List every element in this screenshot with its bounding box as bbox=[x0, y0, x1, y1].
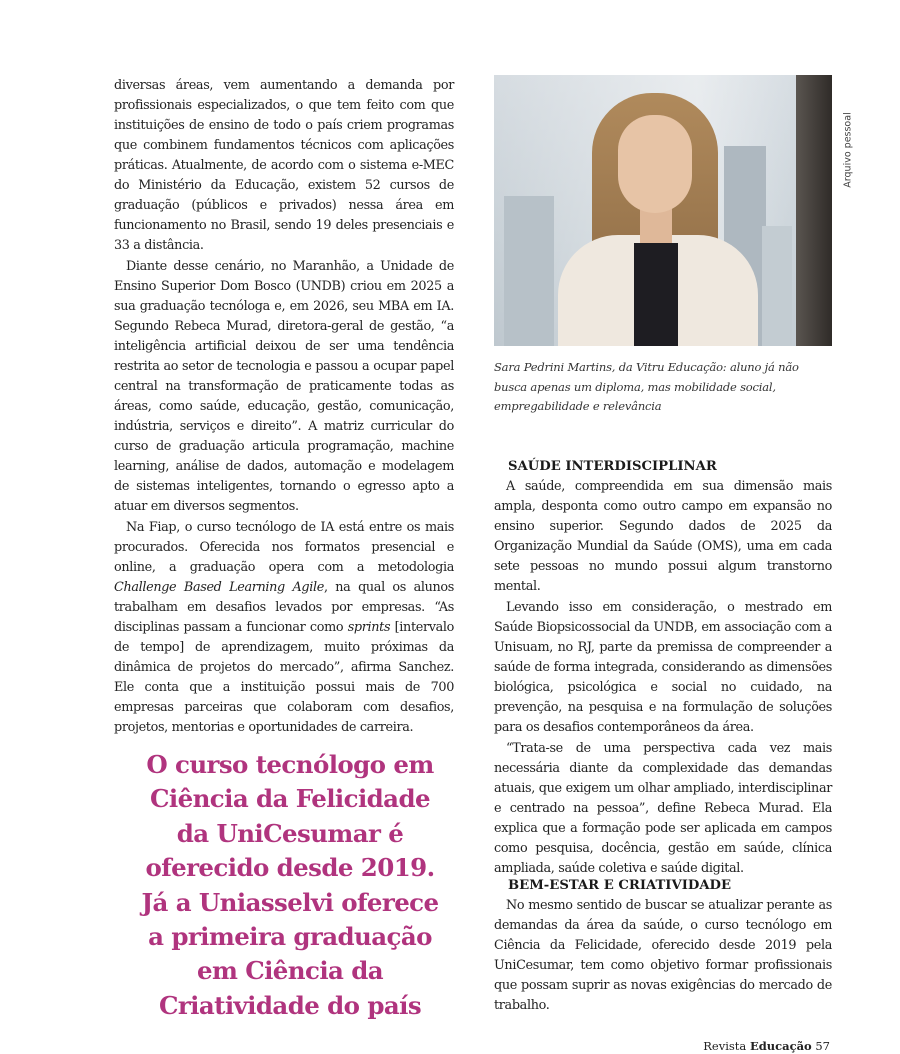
p3-text-a: Na Fiap, o curso tecnólogo de IA está entre os mais procurados. Oferecida nos formatos presencial e online, a graduação opera com a metodologia bbox=[114, 520, 454, 575]
section-saude bbox=[494, 457, 832, 879]
photo-person-face bbox=[618, 115, 692, 213]
footer-magazine-name: Educação bbox=[749, 1039, 812, 1053]
saude-paragraph-2: Levando isso em consideração, o mestrado em Saúde Biopsicossocial da UNDB, em associação com a Unisuam, no RJ, parte da premissa de compreender a saúde de forma integrada, considerando as dimensões biológica, psicológica e social no cuidado, na prevenção, na pesquisa e na formulação de soluções para os desafios contemporâneos da área. bbox=[494, 600, 832, 735]
saude-paragraph-1: A saúde, compreendida em sua dimensão mais ampla, desponta como outro campo em expansão no ensino superior. Segundo dados de 2025 da Organização Mundial da Saúde (OMS), uma em cada sete pessoas no mundo possui algum transtorno mental. bbox=[494, 479, 832, 594]
page-footer bbox=[703, 1039, 830, 1053]
left-column bbox=[114, 76, 454, 738]
photo-credit-text: Arquivo pessoal bbox=[842, 112, 854, 188]
left-paragraph-3 bbox=[114, 518, 454, 738]
photo-building bbox=[504, 196, 554, 346]
p3-emphasis-sprints: sprints bbox=[347, 620, 391, 635]
photo-building bbox=[762, 226, 792, 346]
left-paragraph-2: Diante desse cenário, no Maranhão, a Unidade de Ensino Superior Dom Bosco (UNDB) criou em 2025 a sua graduação tecnóloga e, em 2026, seu MBA em IA. Segundo Rebeca Murad, diretora-geral de gestão, “a inteligência artificial deixou de ser uma tendência restrita ao setor de tecnologia e passou a ocupar papel central na transformação de praticamente todas as áreas, como saúde, educação, gestão, comunicação, indústria, serviços e direito”. A matriz curricular do curso de graduação articula programação, machine learning, análise de dados, automação e modelagem de sistemas inteligentes, tornando o egresso apto a atuar em diversos segmentos. bbox=[114, 259, 454, 514]
portrait-photo bbox=[494, 75, 832, 346]
pull-quote: O curso tecnólogo em Ciência da Felicidade da UniCesumar é oferecido desde 2019. Já a Uniasselvi oferece a primeira graduação em Ciência da Criatividade do país bbox=[141, 750, 439, 1020]
p3-text-b: , na qual os alunos trabalham em desafios levados por empresas. “As disciplinas passam a funcionar como bbox=[114, 580, 454, 635]
photo-person-top bbox=[634, 243, 678, 346]
page-number: 57 bbox=[815, 1039, 830, 1053]
left-paragraph-1: diversas áreas, vem aumentando a demanda por profissionais especializados, o que tem feito com que instituições de ensino de todo o país criem programas que combinem fundamentos técnicos com aplicações práticas. Atualmente, de acordo com o sistema e-MEC do Ministério da Educação, existem 52 cursos de graduação (públicos e privados) nessa área em funcionamento no Brasil, sendo 19 deles presenciais e 33 a distância. bbox=[114, 78, 454, 253]
footer-magazine-prefix: Revista bbox=[703, 1039, 747, 1053]
photo-window-frame bbox=[796, 75, 832, 346]
photo-caption: Sara Pedrini Martins, da Vitru Educação: aluno já não busca apenas um diploma, mas mobilidade social, empregabilidade e relevância bbox=[494, 360, 799, 413]
p3-emphasis-methodology: Challenge Based Learning Agile bbox=[114, 580, 324, 595]
saude-paragraph-3: “Trata-se de uma perspectiva cada vez mais necessária diante da complexidade das demandas atuais, que exigem um olhar ampliado, interdisciplinar e centrado na pessoa”, define Rebeca Murad. Ela explica que a formação pode ser aplicada em campos como pesquisa, docência, gestão em saúde, clínica ampliada, saúde coletiva e saúde digital. bbox=[494, 741, 832, 876]
p3-text-c: [intervalo de tempo] de aprendizagem, muito próximas da dinâmica de projetos do mercado”, afirma Sanchez. Ele conta que a instituição possui mais de 700 empresas parceiras que colaboram com desafios, projetos, mentorias e oportunidades de carreira. bbox=[114, 620, 454, 735]
bem-estar-paragraph-1: No mesmo sentido de buscar se atualizar perante as demandas da área da saúde, o curso tecnólogo em Ciência da Felicidade, oferecido desde 2019 pela UniCesumar, tem como objetivo formar profissionais que possam suprir as novas exigências do mercado de trabalho. bbox=[494, 898, 832, 1013]
section-heading-saude: SAÚDE INTERDISCIPLINAR bbox=[508, 459, 717, 474]
section-bem-estar bbox=[494, 876, 832, 1016]
section-heading-bem-estar: BEM-ESTAR E CRIATIVIDADE bbox=[508, 878, 732, 893]
